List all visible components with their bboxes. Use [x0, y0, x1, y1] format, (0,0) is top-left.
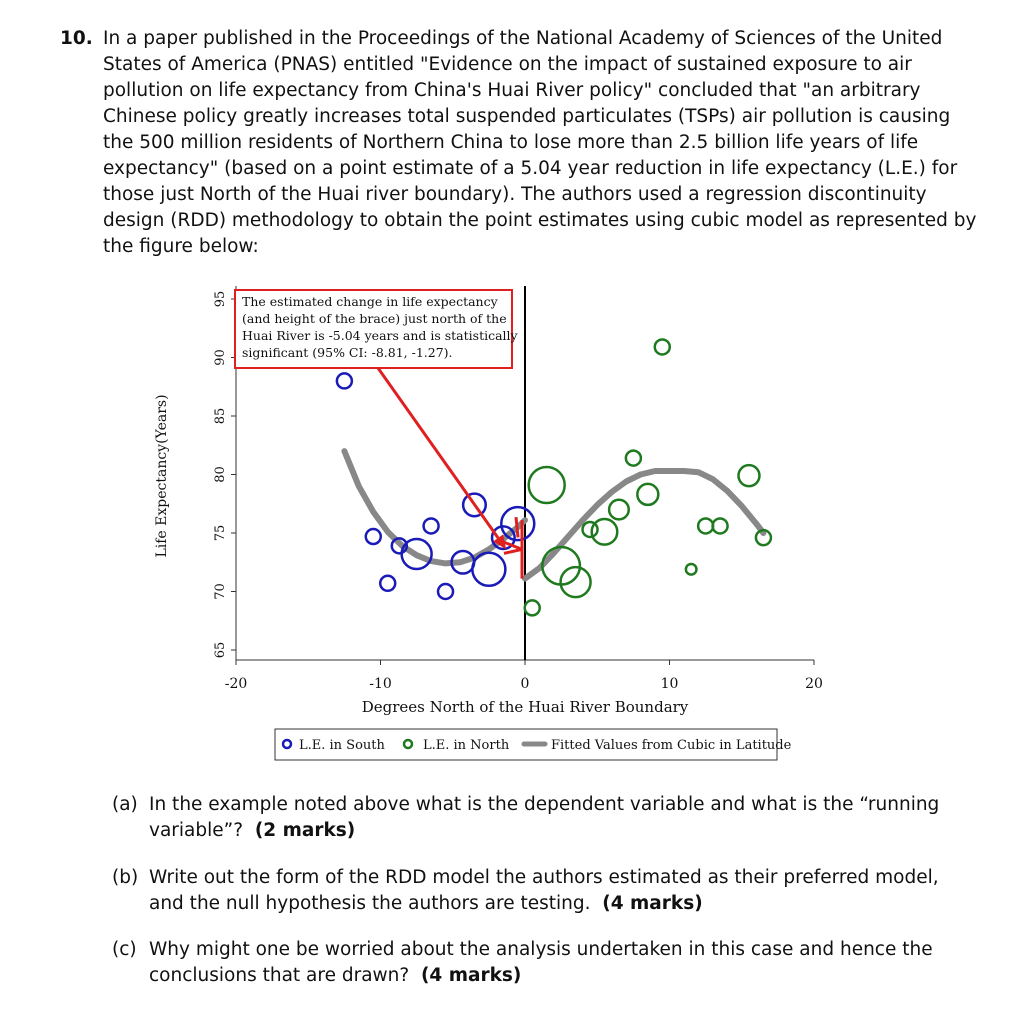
- x-axis-label: Degrees North of the Huai River Boundary: [361, 698, 689, 716]
- question-line: In a paper published in the Proceedings of the National Academy of Sciences of the United: [103, 28, 943, 49]
- annotation-line: The estimated change in life expectancy: [242, 294, 498, 309]
- north-point: [609, 500, 629, 520]
- part-label: (b): [112, 867, 139, 888]
- north-point: [592, 519, 618, 545]
- y-ticks: [213, 291, 236, 659]
- y-tick-label: 65: [213, 641, 228, 659]
- north-points: [525, 339, 771, 615]
- north-point: [561, 567, 591, 597]
- y-tick-label: 70: [213, 583, 228, 600]
- north-point: [655, 339, 670, 354]
- north-point: [525, 600, 540, 615]
- north-point: [637, 484, 658, 505]
- question-line: the 500 million residents of Northern China to lose more than 2.5 billion life years of life: [103, 132, 919, 153]
- south-point: [424, 518, 439, 533]
- x-tick-label: -20: [224, 676, 248, 692]
- question-line: pollution on life expectancy from China's Huai River policy" concluded that "an arbitrary: [103, 80, 921, 101]
- part-line: variable”?: [149, 820, 244, 841]
- x-ticks: [225, 660, 823, 692]
- legend-south-label: L.E. in South: [299, 738, 385, 753]
- south-point: [438, 584, 453, 599]
- part-marks: (2 marks): [254, 820, 356, 841]
- north-point: [713, 518, 728, 533]
- part-label: (c): [112, 939, 137, 960]
- north-point: [626, 451, 641, 466]
- part-label: (a): [112, 794, 138, 815]
- part-line: Why might one be worried about the analysis undertaken in this case and hence the: [149, 939, 933, 960]
- y-tick-label: 95: [213, 290, 228, 308]
- y-tick-label: 80: [213, 466, 228, 483]
- question-line: expectancy" (based on a point estimate of a 5.04 year reduction in life expectancy (L.E.) for: [103, 158, 958, 179]
- south-point: [337, 373, 352, 388]
- x-tick-label: 0: [520, 676, 530, 692]
- part-marks: (4 marks): [420, 965, 522, 986]
- x-tick-label: 10: [660, 676, 679, 692]
- south-points: [337, 373, 534, 599]
- annotation-line: Huai River is -5.04 years and is statistically: [242, 328, 518, 343]
- question-line: design (RDD) methodology to obtain the point estimates using cubic model as represented by: [103, 210, 977, 231]
- annotation-line: (and height of the brace) just north of the: [242, 311, 507, 326]
- x-tick-label: 20: [805, 676, 823, 692]
- part-line: In the example noted above what is the dependent variable and what is the “running: [149, 794, 940, 815]
- part-line: and the null hypothesis the authors are testing.: [149, 893, 591, 914]
- part-line: Write out the form of the RDD model the authors estimated as their preferred model,: [149, 867, 939, 888]
- y-tick-label: 85: [213, 407, 228, 425]
- x-tick-label: -10: [369, 676, 392, 692]
- annotation-line: significant (95% CI: -8.81, -1.27).: [242, 345, 453, 360]
- y-tick-label: 90: [213, 349, 228, 366]
- question-line: Chinese policy greatly increases total suspended particulates (TSPs) air pollution is causing: [103, 106, 951, 127]
- legend-fit-label: Fitted Values from Cubic in Latitude: [551, 738, 792, 753]
- north-point: [698, 518, 713, 533]
- part-marks: (4 marks): [602, 893, 703, 914]
- legend-north-label: L.E. in North: [423, 738, 510, 753]
- part-line: conclusions that are drawn?: [149, 965, 410, 986]
- north-point: [529, 467, 565, 503]
- south-point: [366, 529, 381, 544]
- north-point: [738, 465, 759, 486]
- question-number: 10.: [60, 28, 93, 49]
- annotation-arrow: [378, 368, 498, 538]
- question-line: the figure below:: [103, 236, 259, 257]
- y-tick-label: 75: [213, 524, 228, 542]
- y-axis-label: Life Expectancy(Years): [154, 394, 170, 558]
- south-point: [380, 576, 395, 591]
- question-line: States of America (PNAS) entitled "Evidence on the impact of sustained exposure to air: [103, 54, 912, 75]
- south-point: [472, 553, 505, 586]
- question-line: those just North of the Huai river boundary). The authors used a regression discontinuity: [103, 184, 927, 205]
- north-point: [686, 564, 697, 575]
